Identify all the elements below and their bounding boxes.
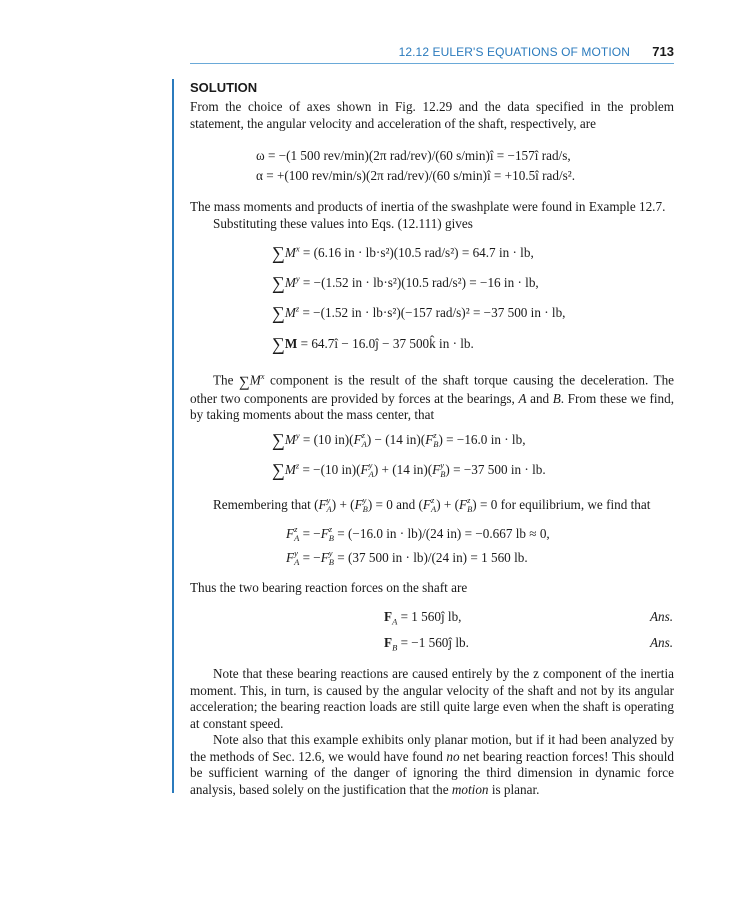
bearing-moment-z-equation: $\sum M^z = -(10$ in)(F y A ) + (14 in)(F y B ) = −37 500 in · lb. [272, 460, 546, 480]
fb-result-equation: $F_B = -1$ 560ĵ lb. [384, 635, 469, 653]
moment-vector-equation: ∑M = 64.7î − 16.0ĵ − 37 500k̂ in · lb. [272, 334, 474, 354]
torque-paragraph: The $\sum M^x$ component is the result of the shaft torque causing the deceleration. The other two components are provided by forces at the bearings, A and B. From these we find, by taking moments about the mass center, that [190, 371, 675, 423]
running-title: 12.12 EULER'S EQUATIONS OF MOTION [398, 45, 630, 59]
thus-sentence: Thus the two bearing reaction forces on the shaft are [190, 580, 468, 595]
force-z-equation: F z A = −F z B = (−16.0 in · lb)/(24 in) = −0.667 lb ≈ 0, [286, 524, 550, 543]
answer-label-b: Ans. [650, 635, 674, 650]
substituting-sentence: Substituting these values into Eqs. (12.111) gives [213, 216, 473, 231]
bearing-moment-y-equation: $\sum M^y = (10$ in)(F z A ) − (14 in)(F z B ) = −16.0 in · lb, [272, 430, 526, 450]
note-paragraph-1: Note that these bearing reactions are caused entirely by the z component of the inertia moment. This, in turn, is caused by the angular velocity of the shaft and not by its angular acceleration; the bearing reaction loads are still quite large even when the shaft is operating at constant speed. [190, 666, 674, 731]
remembering-sentence: Remembering that (F y A ) + (F y B ) = 0 and (F z A ) + (F z B ) = 0 for equilibrium, we find that [213, 495, 651, 514]
moment-y-equation: $\sum M^y = -(1.52$ in · lb·s²)(10.5 rad/s²) = −16 in · lb, [272, 273, 539, 293]
mass-moments-sentence: The mass moments and products of inertia of the swashplate were found in Example 12.7. [190, 199, 666, 214]
running-header [190, 43, 674, 64]
omega-equation: ω = −(1 500 rev/min)(2π rad/rev)/(60 s/min)î = −157î rad/s, [256, 148, 571, 163]
moment-x-equation: $\sum M^x = (6.16$ in · lb·s²)(10.5 rad/s²) = 64.7 in · lb, [272, 243, 534, 263]
fa-result-equation: $F_A = 1$ 560ĵ lb, [384, 609, 462, 627]
force-y-equation: F y A = −F y B = (37 500 in · lb)/(24 in) = 1 560 lb. [286, 548, 528, 567]
intro-paragraph: From the choice of axes shown in Fig. 12.29 and the data specified in the problem statement, the angular velocity and acceleration of the shaft, respectively, are [190, 99, 674, 131]
alpha-equation: α = +(100 rev/min/s)(2π rad/rev)/(60 s/min)î = +10.5î rad/s². [256, 168, 576, 183]
answer-label-a: Ans. [650, 609, 674, 624]
solution-sidebar-rule [172, 79, 174, 793]
note-paragraph-2: Note also that this example exhibits only planar motion, but if it had been analyzed by the methods of Sec. 12.6, we would have found no net bearing reaction forces! This should be sufficient warning of the danger of ignoring the third dimension in dynamic force analysis, based solely on the justification that the motion is planar. [190, 732, 674, 797]
page-number: 713 [652, 44, 674, 59]
moment-z-equation: $\sum M^z = -(1.52$ in · lb·s²)(−157 rad/s)² = −37 500 in · lb, [272, 303, 566, 323]
solution-heading: SOLUTION [190, 80, 258, 95]
